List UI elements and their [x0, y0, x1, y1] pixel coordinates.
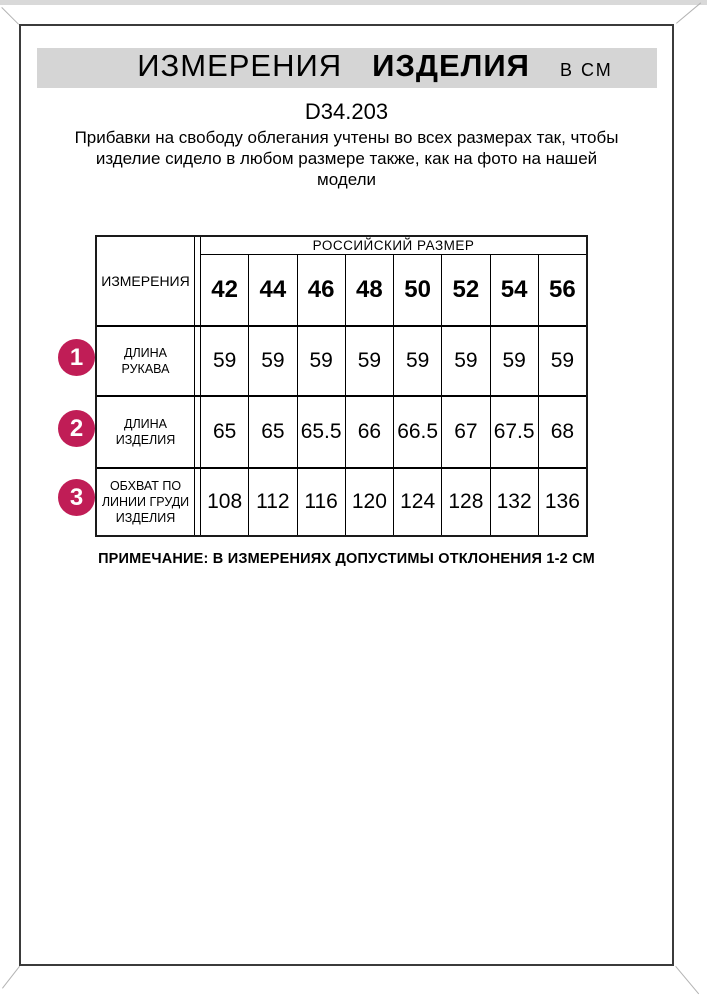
table-cell: 67	[441, 395, 489, 467]
title-word-measurements: ИЗМЕРЕНИЯ	[137, 48, 343, 83]
title-unit-label: В СМ	[559, 60, 613, 80]
page-edge-strip	[0, 0, 707, 5]
table-cell: 59	[441, 325, 489, 395]
table-group-header: РОССИЙСКИЙ РАЗМЕР	[200, 237, 586, 255]
table-cell: 59	[297, 325, 345, 395]
size-col-header: 50	[393, 255, 441, 325]
table-cell: 65.5	[297, 395, 345, 467]
row-label-chest-girth: ОБХВАТ ПО ЛИНИИ ГРУДИ ИЗДЕЛИЯ	[97, 467, 195, 535]
corner-mark-bottom-right	[675, 966, 699, 994]
product-code: D34.203	[304, 99, 389, 124]
table-cell: 59	[538, 325, 586, 395]
table-cell: 59	[248, 325, 296, 395]
table-cell: 59	[200, 325, 248, 395]
row-label-sleeve-length: ДЛИНА РУКАВА	[97, 325, 195, 395]
size-table	[95, 235, 588, 537]
corner-mark-top-left	[1, 7, 19, 25]
table-cell: 108	[200, 467, 248, 535]
table-cell: 68	[538, 395, 586, 467]
table-cell: 65	[200, 395, 248, 467]
description-line: изделие сидело в любом размере также, как на фото на нашей	[95, 149, 598, 168]
page-title	[137, 48, 613, 84]
corner-mark-bottom-left	[2, 966, 20, 989]
table-cell: 67.5	[490, 395, 538, 467]
table-cell: 59	[345, 325, 393, 395]
description-line: Прибавки на свободу облегания учтены во всех размерах так, чтобы	[74, 128, 619, 147]
description-paragraph	[19, 127, 674, 190]
table-cell: 66	[345, 395, 393, 467]
table-cell: 124	[393, 467, 441, 535]
row-marker-1: 1	[58, 339, 95, 376]
title-bar	[37, 48, 657, 88]
size-col-header: 52	[441, 255, 489, 325]
size-col-header: 46	[297, 255, 345, 325]
table-cell: 128	[441, 467, 489, 535]
table-corner-header: ИЗМЕРЕНИЯ	[97, 237, 195, 325]
row-marker-3: 3	[58, 479, 95, 516]
size-col-header: 48	[345, 255, 393, 325]
size-col-header: 44	[248, 255, 296, 325]
tolerance-note: ПРИМЕЧАНИЕ: В ИЗМЕРЕНИЯХ ДОПУСТИМЫ ОТКЛОНЕНИЯ 1-2 СМ	[98, 551, 595, 567]
corner-mark-top-right	[676, 2, 701, 23]
row-label-garment-length: ДЛИНА ИЗДЕЛИЯ	[97, 395, 195, 467]
table-cell: 112	[248, 467, 296, 535]
title-word-product: ИЗДЕЛИЯ	[372, 48, 530, 83]
row-marker-2: 2	[58, 410, 95, 447]
size-col-header: 56	[538, 255, 586, 325]
table-cell: 120	[345, 467, 393, 535]
description-line: модели	[317, 170, 376, 189]
table-cell: 59	[490, 325, 538, 395]
table-cell: 65	[248, 395, 296, 467]
size-col-header: 54	[490, 255, 538, 325]
size-col-header: 42	[200, 255, 248, 325]
table-cell: 136	[538, 467, 586, 535]
table-cell: 116	[297, 467, 345, 535]
table-cell: 132	[490, 467, 538, 535]
table-cell: 59	[393, 325, 441, 395]
table-cell: 66.5	[393, 395, 441, 467]
